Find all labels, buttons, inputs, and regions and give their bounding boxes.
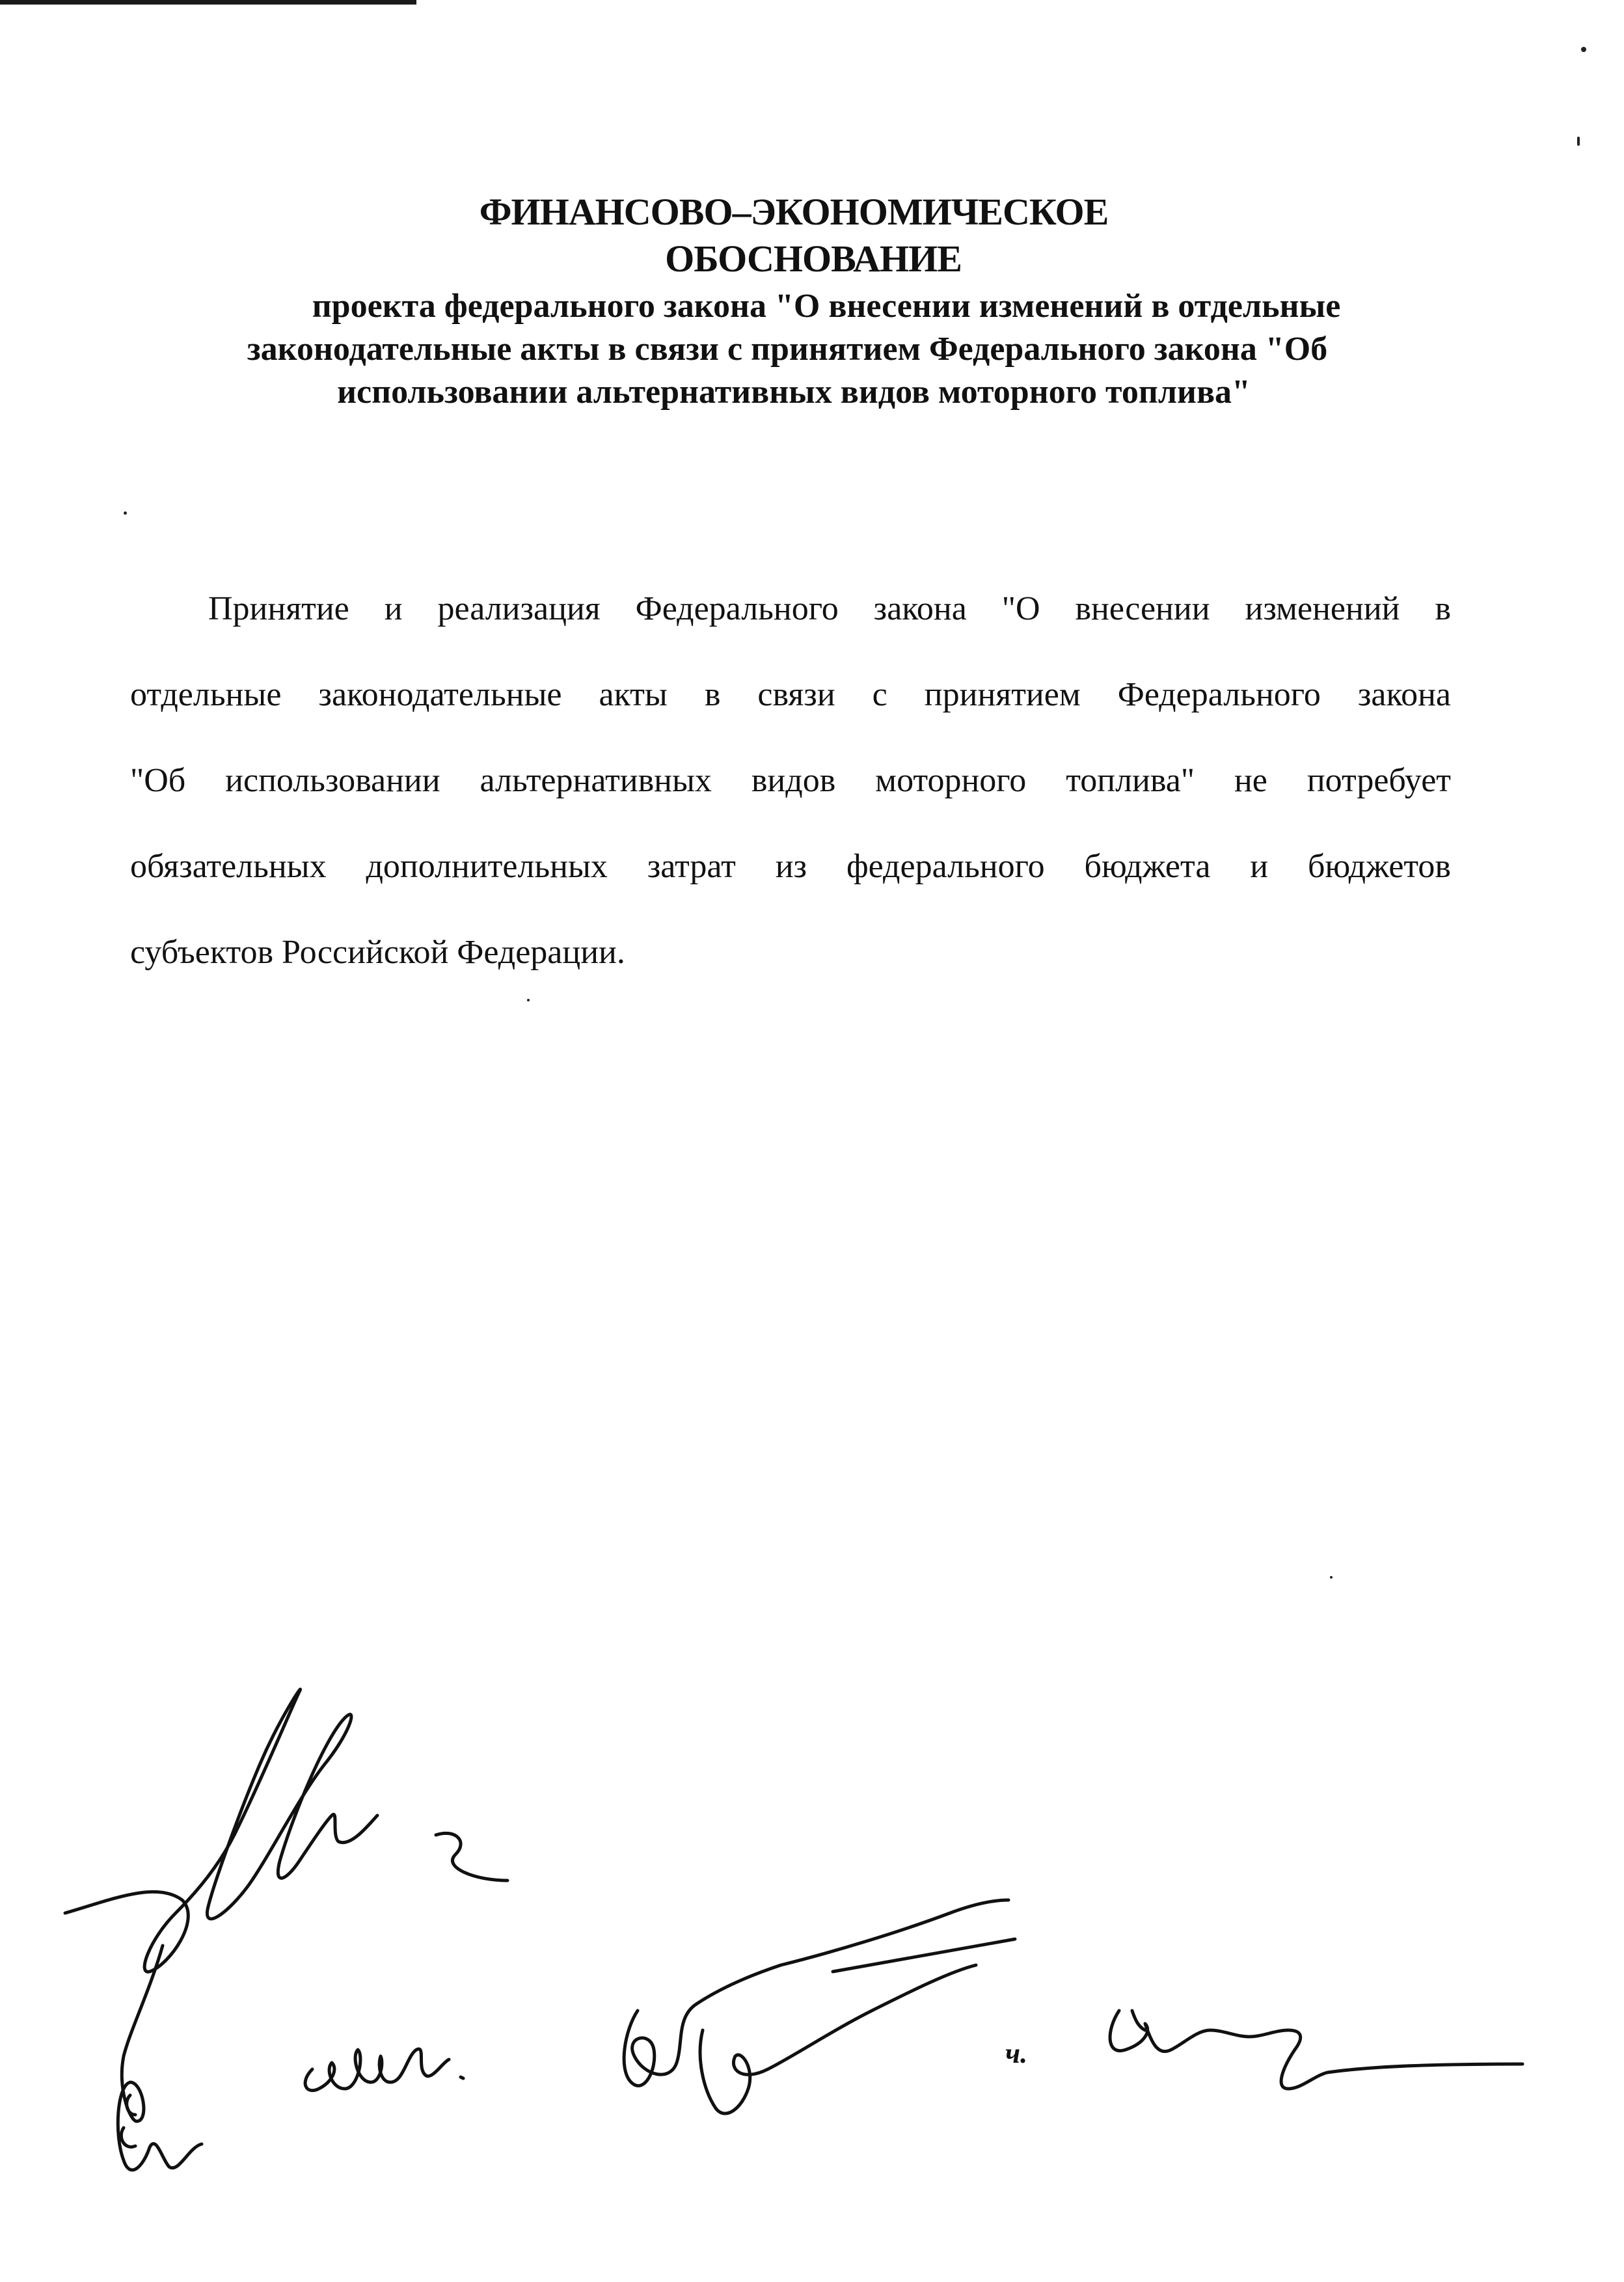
scan-speck	[124, 511, 127, 515]
signature-note: ч.	[1005, 2037, 1028, 2069]
signature-2	[305, 2049, 449, 2091]
scan-speck	[1581, 47, 1586, 52]
signature-4	[1110, 2011, 1522, 2089]
document-title-line-2: ОБОСНОВАНИЕ	[665, 238, 962, 280]
body-paragraph	[130, 566, 1451, 996]
signature-1	[65, 1689, 377, 1972]
signature-4-mark	[1132, 2011, 1145, 2030]
document-subtitle	[130, 285, 1457, 414]
scan-speck	[527, 999, 530, 1001]
scan-speck	[1577, 137, 1580, 146]
signature-3	[624, 1900, 1008, 2085]
signature-3-stroke	[700, 1965, 976, 2113]
top-border-line	[0, 0, 416, 5]
signature-1-stem	[118, 1946, 202, 2170]
signatures-area	[52, 1666, 1562, 2225]
subtitle-line-3: использовании альтернативных видов моторного топлива"	[337, 374, 1251, 411]
document-header	[130, 189, 1457, 414]
signatures-drawing	[52, 1666, 1562, 2225]
body-line-4: обязательных дополнительных затрат из федерального бюджета и бюджетов	[130, 848, 1451, 885]
body-line-5: субъектов Российской Федерации.	[130, 934, 625, 971]
scan-speck	[1330, 1576, 1333, 1579]
body-line-2: отдельные законодательные акты в связи с принятием Федерального закона	[130, 676, 1451, 713]
subtitle-line-2: законодательные акты в связи с принятием Федерального закона "Об	[247, 331, 1328, 368]
subtitle-line-1: проекта федерального закона "О внесении изменений в отдельные	[312, 288, 1341, 325]
signature-1-tail	[436, 1833, 508, 1881]
document-title: ФИНАНСОВО–ЭКОНОМИЧЕСКОЕ	[479, 191, 1109, 233]
signature-2-dot	[461, 2077, 463, 2078]
body-line-3: "Об использовании альтернативных видов моторного топлива" не потребует	[130, 762, 1451, 799]
body-line-1: Принятие и реализация Федерального закона "О внесении изменений в	[208, 590, 1451, 627]
